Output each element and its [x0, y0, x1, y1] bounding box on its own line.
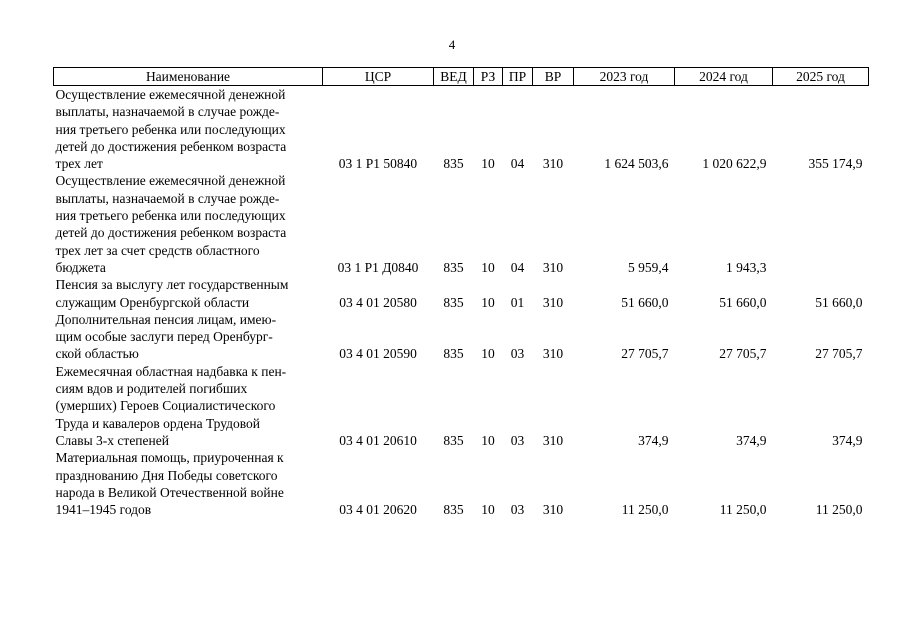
row-name	[54, 172, 323, 276]
row-amount-2025: 27 705,7	[815, 346, 863, 362]
header-csr: ЦСР	[323, 68, 434, 86]
row-name-line: выплаты, назначаемой в случае рожде-	[55, 104, 280, 120]
row-name-line: щим особые заслуги перед Оренбург-	[55, 329, 273, 345]
row-name-line: ния третьего ребенка или последующих	[55, 121, 286, 137]
row-name-line: сиям вдов и родителей погибших	[55, 381, 248, 397]
row-amount-2024: 374,9	[736, 432, 767, 448]
row-ved: 835	[443, 294, 464, 310]
row-rz: 10	[481, 502, 495, 518]
row-amount-2025: 51 660,0	[815, 294, 863, 310]
row-name-line: ской областью	[55, 346, 139, 362]
row-rz: 10	[481, 346, 495, 362]
header-2023: 2023 год	[574, 68, 675, 86]
row-name-line: выплаты, назначаемой в случае рожде-	[55, 190, 280, 206]
row-amount-2023: 5 959,4	[628, 259, 669, 275]
row-vr: 310	[542, 432, 564, 448]
row-ved: 835	[443, 432, 464, 448]
row-name	[54, 86, 323, 173]
row-name-line: Ежемесячная областная надбавка к пен-	[55, 363, 287, 379]
row-pr: 03	[510, 346, 525, 362]
row-name-line: Осуществление ежемесячной денежной	[55, 173, 286, 189]
row-name	[54, 449, 323, 518]
row-name-line: бюджета	[55, 259, 106, 275]
row-amount-2024: 1 943,3	[726, 259, 767, 275]
budget-table	[53, 67, 869, 518]
header-vr: ВР	[533, 68, 574, 86]
row-ved: 835	[443, 259, 464, 275]
row-csr: 03 1 P1 50840	[338, 156, 418, 172]
row-amount-2023: 51 660,0	[621, 294, 669, 310]
row-pr: 04	[510, 156, 525, 172]
table-row	[54, 449, 869, 518]
row-name-line: детей до достижения ребенком возраста	[55, 225, 287, 241]
header-name: Наименование	[54, 68, 323, 86]
row-pr: 03	[510, 432, 525, 448]
row-ved: 835	[443, 502, 464, 518]
row-amount-2024: 27 705,7	[719, 346, 767, 362]
header-pr: ПР	[503, 68, 533, 86]
row-name-line: народа в Великой Отечественной войне	[55, 484, 284, 500]
row-name-line: трех лет	[55, 156, 103, 172]
row-name-line: 1941–1945 годов	[55, 502, 152, 518]
row-amount-2024: 51 660,0	[719, 294, 767, 310]
row-ved: 835	[443, 156, 464, 172]
row-amount-2025: 355 174,9	[808, 156, 863, 172]
row-amount-2024: 1 020 622,9	[702, 156, 767, 172]
row-name-line: Труда и кавалеров ордена Трудовой	[55, 415, 261, 431]
row-vr: 310	[542, 156, 564, 172]
table-row	[54, 86, 869, 173]
table-row	[54, 363, 869, 449]
row-name	[54, 311, 323, 363]
row-csr: 03 1 P1 Д0840	[337, 259, 419, 275]
row-rz: 10	[481, 259, 495, 275]
header-2024: 2024 год	[675, 68, 773, 86]
row-name-line: трех лет за счет средств областного	[55, 242, 260, 258]
row-name-line: Осуществление ежемесячной денежной	[55, 87, 286, 102]
table-header-row	[54, 68, 869, 86]
row-amount-2024: 11 250,0	[719, 502, 767, 518]
row-name-line: служащим Оренбургской области	[55, 294, 250, 310]
row-name-line: Пенсия за выслугу лет государственным	[55, 277, 289, 293]
row-name	[54, 363, 323, 449]
header-ved: ВЕД	[434, 68, 474, 86]
row-csr: 03 4 01 20580	[339, 294, 417, 310]
row-name-line: Дополнительная пенсия лицам, имею-	[55, 311, 277, 327]
row-amount-2023: 1 624 503,6	[604, 156, 669, 172]
page-number: 4	[448, 37, 456, 52]
row-csr: 03 4 01 20590	[339, 346, 417, 362]
row-rz: 10	[481, 294, 495, 310]
table-row	[54, 276, 869, 311]
row-name-line: (умерших) Героев Социалистического	[55, 398, 276, 414]
row-name-line: ния третьего ребенка или последующих	[55, 208, 286, 224]
row-amount-2023: 374,9	[638, 432, 669, 448]
row-amount-2025	[773, 172, 869, 276]
row-vr: 310	[542, 502, 564, 518]
header-2025: 2025 год	[773, 68, 869, 86]
header-rz: РЗ	[474, 68, 503, 86]
row-pr: 01	[510, 294, 525, 310]
row-name-line: празднованию Дня Победы советского	[55, 467, 278, 483]
table-body	[54, 86, 869, 519]
row-rz: 10	[481, 432, 495, 448]
row-vr: 310	[542, 346, 564, 362]
row-name-line: детей до достижения ребенком возраста	[55, 138, 287, 154]
row-vr: 310	[542, 294, 564, 310]
row-pr: 04	[510, 259, 525, 275]
row-ved: 835	[443, 346, 464, 362]
table-row	[54, 172, 869, 276]
row-amount-2023: 11 250,0	[621, 502, 669, 518]
row-name-line: Материальная помощь, приуроченная к	[55, 450, 284, 466]
row-pr: 03	[510, 502, 525, 518]
row-csr: 03 4 01 20610	[339, 432, 417, 448]
table-row	[54, 311, 869, 363]
row-name-line: Славы 3-х степеней	[55, 432, 169, 448]
row-amount-2023: 27 705,7	[621, 346, 669, 362]
row-vr: 310	[542, 259, 564, 275]
row-amount-2025: 11 250,0	[815, 502, 863, 518]
row-name	[54, 276, 323, 311]
row-amount-2025: 374,9	[832, 432, 863, 448]
row-csr: 03 4 01 20620	[339, 502, 417, 518]
row-rz: 10	[481, 156, 495, 172]
